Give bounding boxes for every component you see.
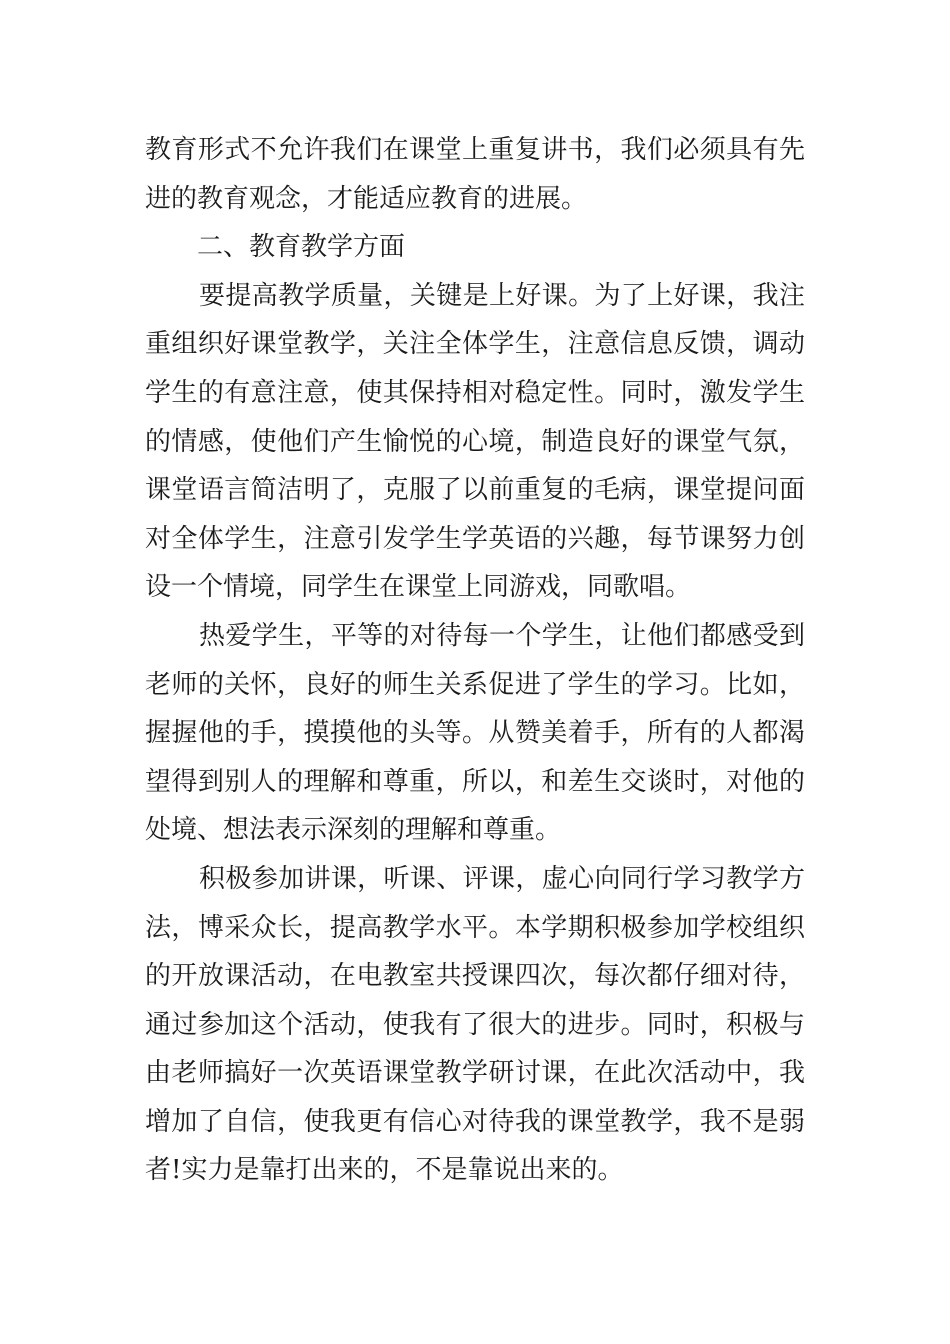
paragraph-line: 由老师搞好一次英语课堂教学研讨课，在此次活动中，我 — [145, 1058, 805, 1089]
paragraph-4 — [145, 855, 805, 1195]
paragraph-2 — [145, 272, 805, 612]
paragraph-line: 的情感，使他们产生愉悦的心境，制造良好的课堂气氛， — [145, 426, 805, 457]
paragraph-line: 进的教育观念，才能适应教育的进展。 — [145, 183, 588, 214]
section-heading — [145, 223, 805, 272]
paragraph-line: 通过参加这个活动，使我有了很大的进步。同时，积极与 — [145, 1009, 805, 1040]
document-body — [145, 126, 805, 1195]
paragraph-line: 重组织好课堂教学，关注全体学生，注意信息反馈，调动 — [145, 329, 805, 360]
paragraph-line: 设一个情境，同学生在课堂上同游戏，同歌唱。 — [145, 572, 692, 603]
paragraph-line: 法，博采众长，提高教学水平。本学期积极参加学校组织 — [145, 912, 805, 943]
paragraph-3 — [145, 612, 805, 855]
paragraph-line: 的开放课活动，在电教室共授课四次，每次都仔细对待， — [145, 961, 805, 992]
paragraph-line: 增加了自信，使我更有信心对待我的课堂教学，我不是弱 — [145, 1106, 805, 1137]
paragraph-line: 握握他的手，摸摸他的头等。从赞美着手，所有的人都渴 — [145, 718, 805, 749]
paragraph-line: 课堂语言简洁明了，克服了以前重复的毛病，课堂提问面 — [145, 475, 805, 506]
section-heading-text: 二、教育教学方面 — [197, 232, 406, 263]
paragraph-line: 处境、想法表示深刻的理解和尊重。 — [145, 815, 562, 846]
paragraph-line: 对全体学生，注意引发学生学英语的兴趣，每节课努力创 — [145, 523, 805, 554]
paragraph-line: 老师的关怀，良好的师生关系促进了学生的学习。比如， — [145, 669, 805, 700]
paragraph-line: 积极参加讲课，听课、评课，虚心向同行学习教学方 — [199, 863, 805, 894]
paragraph-line: 望得到别人的理解和尊重，所以，和差生交谈时，对他的 — [145, 766, 805, 797]
paragraph-line: 学生的有意注意，使其保持相对稳定性。同时，激发学生 — [145, 377, 805, 408]
paragraph-line: 要提高教学质量，关键是上好课。为了上好课，我注 — [199, 280, 805, 311]
paragraph-line: 教育形式不允许我们在课堂上重复讲书，我们必须具有先 — [145, 135, 805, 165]
paragraph-1 — [145, 126, 805, 223]
paragraph-line: 者!实力是靠打出来的，不是靠说出来的。 — [145, 1155, 624, 1186]
paragraph-line: 热爱学生，平等的对待每一个学生，让他们都感受到 — [199, 620, 805, 651]
